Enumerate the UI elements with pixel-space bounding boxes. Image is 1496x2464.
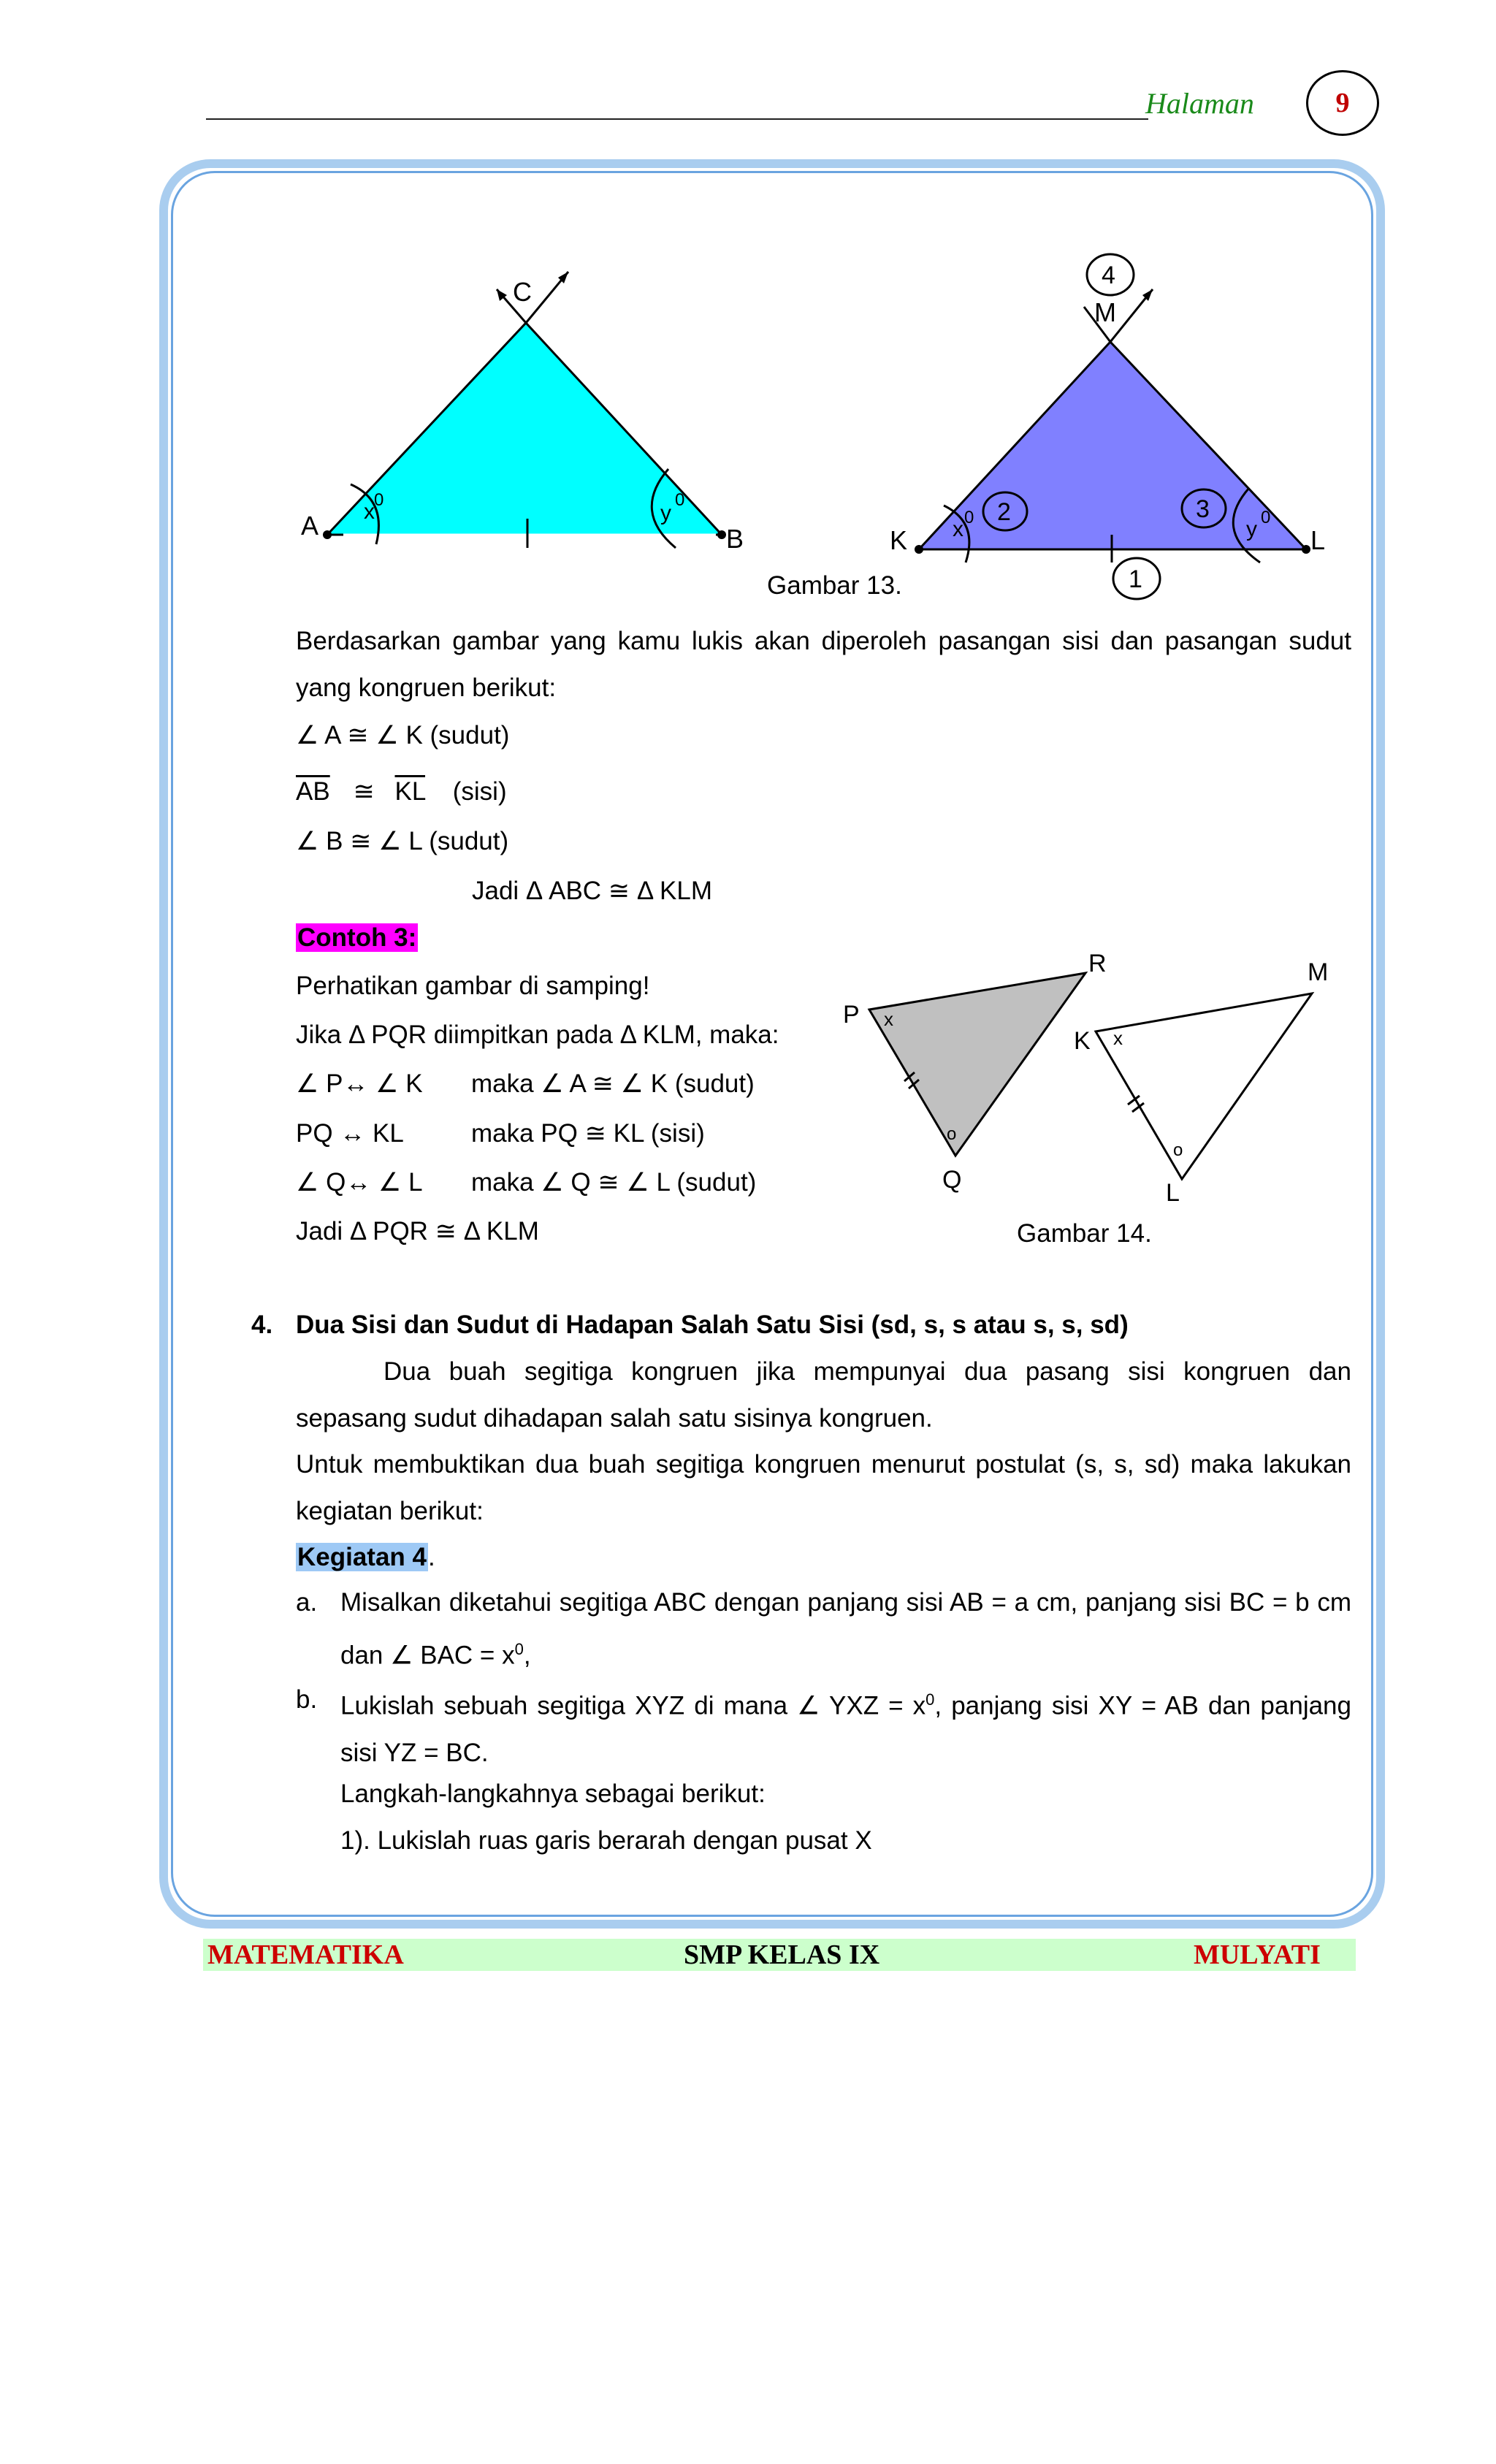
segment-kl: $\overline{KL}$	[394, 777, 426, 806]
item-b-text: Lukislah sebuah segitiga XYZ di mana ∠ YXZ = $x^0$, panjang sisi XY = AB dan panjang sisi YZ = BC.	[340, 1690, 1351, 1767]
footer-subject: MATEMATIKA	[207, 1939, 404, 1970]
triangle-klm-small	[1096, 993, 1312, 1179]
example-3-label: Contoh 3:	[297, 923, 417, 952]
congruence-side	[296, 776, 507, 808]
activity-4-label: Kegiatan 4.	[297, 1543, 435, 1571]
label-y-right: y	[1246, 517, 1257, 541]
label-deg-left-y: 0	[675, 490, 685, 510]
label-y-left: y	[660, 501, 671, 525]
header-rule	[206, 118, 1148, 120]
steps-intro: Langkah-langkahnya sebagai berikut:	[340, 1780, 766, 1808]
label-deg-right-y: 0	[1261, 508, 1271, 527]
conclusion-abc-klm: Jadi Δ ABC ≅ Δ KLM	[472, 877, 712, 905]
circle-3-label: 3	[1196, 495, 1210, 523]
triangle-pqr	[869, 973, 1085, 1156]
example-row-left: PQ ↔ KL	[296, 1119, 404, 1148]
circle-2-label: 2	[997, 498, 1011, 526]
congruence-angle-a: ∠ A ≅ ∠ K (sudut)	[296, 721, 510, 750]
angle-x-k: x	[1113, 1027, 1123, 1049]
caption-figure-13: Gambar 13.	[767, 571, 902, 600]
label-l: L	[1310, 525, 1326, 555]
label-k: K	[890, 525, 908, 555]
page-label: Halaman	[1145, 87, 1254, 120]
congruent-sign: ≅	[353, 777, 375, 806]
example-row-right: maka ∠ A ≅ ∠ K (sudut)	[471, 1069, 755, 1098]
example-3-jika: Jika Δ PQR diimpitkan pada Δ KLM, maka:	[296, 1021, 779, 1049]
caption-figure-14: Gambar 14.	[1017, 1219, 1152, 1248]
label-q: Q	[942, 1166, 962, 1194]
label-m: M	[1094, 297, 1116, 327]
label-a: A	[301, 511, 319, 541]
footer-class: SMP KELAS IX	[684, 1939, 880, 1970]
label-m-small: M	[1308, 958, 1329, 986]
label-k-small: K	[1074, 1027, 1091, 1055]
step-1: 1). Lukislah ruas garis berarah dengan pusat X	[340, 1826, 872, 1855]
item-a-marker: a.	[296, 1588, 318, 1617]
angle-o-q: o	[947, 1124, 957, 1144]
paragraph-berdasarkan: Berdasarkan gambar yang kamu lukis akan diperoleh pasangan sisi dan pasangan sudut yang kongruen berikut:	[296, 627, 1351, 702]
segment-ab: $\overline{AB}$	[296, 777, 330, 806]
example-row-right: maka PQ ≅ KL (sisi)	[471, 1119, 705, 1148]
example-3-intro: Perhatikan gambar di samping!	[296, 972, 650, 1000]
label-l-small: L	[1166, 1179, 1180, 1207]
section-para-2: Untuk membuktikan dua buah segitiga kongruen menurut postulat (s, s, sd) maka lakukan kegiatan berikut:	[296, 1450, 1351, 1525]
example-row-left: ∠ Q↔ ∠ L	[296, 1168, 423, 1197]
circle-1-label: 1	[1129, 565, 1142, 593]
side-note: (sisi)	[452, 777, 507, 806]
label-x-left: x	[364, 500, 375, 524]
angle-o-l: o	[1173, 1140, 1183, 1160]
congruence-angle-b: ∠ B ≅ ∠ L (sudut)	[296, 827, 509, 855]
conclusion-pqr-klm: Jadi Δ PQR ≅ Δ KLM	[296, 1217, 539, 1246]
item-b-marker: b.	[296, 1685, 318, 1714]
label-p: P	[843, 1001, 860, 1029]
figure-14	[833, 950, 1344, 1207]
item-a-text: Misalkan diketahui segitiga ABC dengan panjang sisi AB = a cm, panjang sisi BC = b cm dan ∠ BAC = $x^0$,	[340, 1588, 1351, 1670]
label-deg-left: 0	[374, 490, 384, 510]
example-row-left: ∠ P↔ ∠ K	[296, 1069, 423, 1098]
section-number: 4.	[251, 1311, 273, 1339]
label-x-right: x	[953, 517, 963, 541]
example-row-right: maka ∠ Q ≅ ∠ L (sudut)	[471, 1168, 757, 1197]
page-number: 9	[1306, 70, 1379, 136]
section-para-1: Dua buah segitiga kongruen jika mempunyai dua pasang sisi kongruen dan sepasang sudut dihadapan salah satu sisinya kongruen.	[296, 1357, 1351, 1433]
angle-x-p: x	[884, 1008, 893, 1030]
section-title: Dua Sisi dan Sudut di Hadapan Salah Satu Sisi (sd, s, s atau s, s, sd)	[296, 1311, 1129, 1339]
label-r: R	[1088, 950, 1107, 977]
circle-4-label: 4	[1102, 262, 1115, 289]
label-c: C	[513, 277, 532, 307]
label-b: B	[726, 524, 744, 554]
label-deg-right: 0	[964, 508, 974, 527]
footer-author: MULYATI	[1194, 1939, 1321, 1970]
